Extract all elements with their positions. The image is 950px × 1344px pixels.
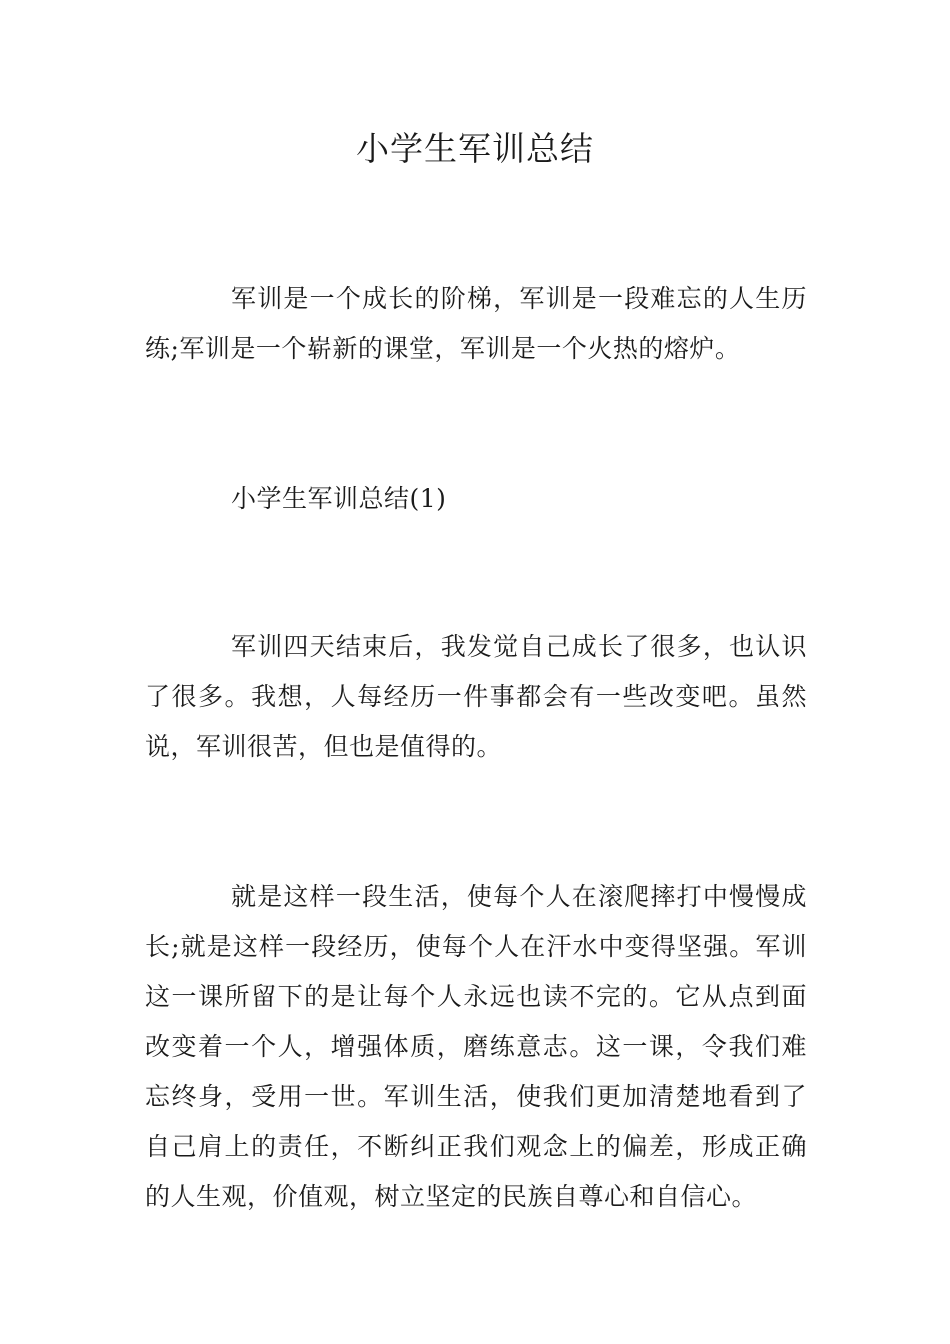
intro-paragraph: 军训是一个成长的阶梯，军训是一段难忘的人生历练;军训是一个崭新的课堂，军训是一个火热的熔炉。 (145, 284, 807, 363)
body-paragraph: 军训四天结束后，我发觉自己成长了很多，也认识了很多。我想，人每经历一件事都会有一些改变吧。虽然说，军训很苦，但也是值得的。 (145, 632, 807, 761)
section-heading: 小学生军训总结(1) (231, 484, 447, 513)
body-paragraph: 就是这样一段生活，使每个人在滚爬摔打中慢慢成长;就是这样一段经历，使每个人在汗水中变得坚强。军训这一课所留下的是让每个人永远也读不完的。它从点到面改变着一个人，增强体质，磨练意志。这一课，令我们难忘终身，受用一世。军训生活，使我们更加清楚地看到了自己肩上的责任，不断纠正我们观念上的偏差，形成正确的人生观，价值观，树立坚定的民族自尊心和自信心。 (145, 882, 807, 1211)
document-title: 小学生军训总结 (356, 129, 594, 168)
